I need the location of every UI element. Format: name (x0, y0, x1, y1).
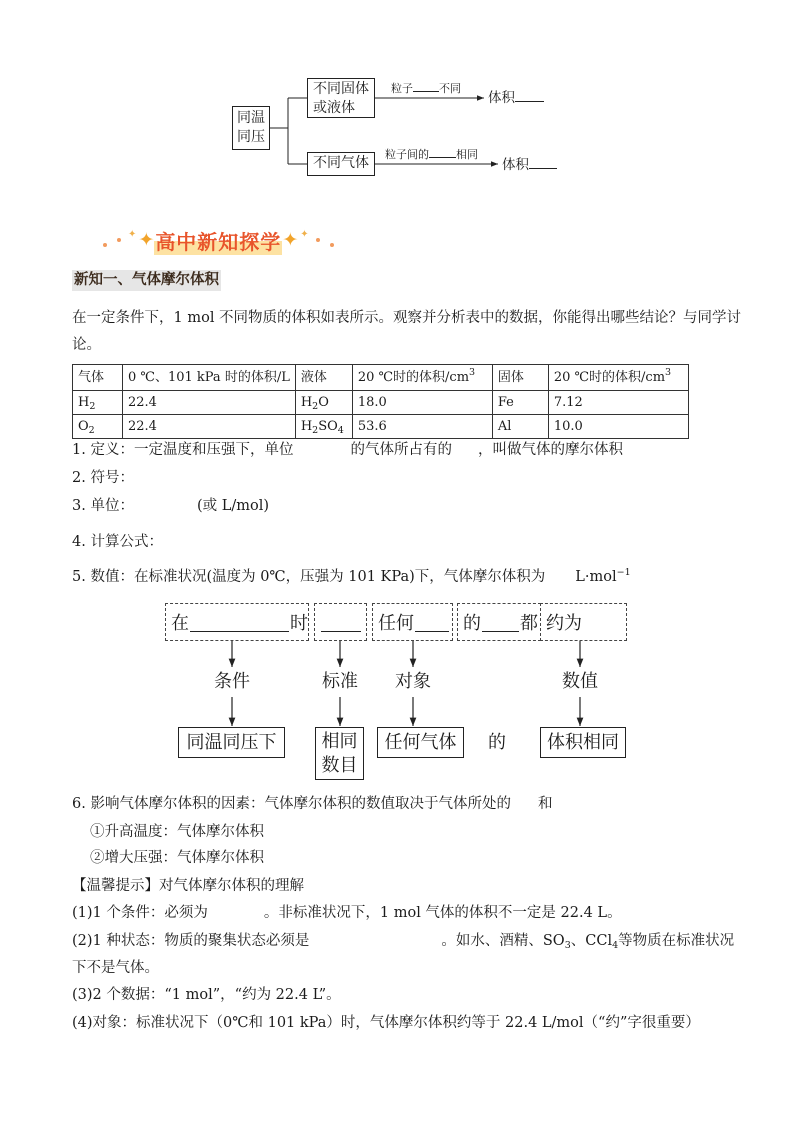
box-text: 体积相同 (547, 731, 619, 753)
box-text: 时 (290, 613, 308, 634)
star-icon (128, 230, 136, 240)
unit-text: L·mol (575, 569, 617, 585)
star-icon (138, 231, 154, 250)
dot-icon (103, 243, 107, 247)
tip-heading: 【温馨提示】对气体摩尔体积的理解 (72, 878, 304, 894)
fill-blank (429, 157, 456, 158)
molar-volume-table (72, 364, 689, 439)
text-segment: 5. 数值：在标准状况(温度为 0℃，压强为 101 KPa)下，气体摩尔体积为 (72, 569, 546, 585)
point-value (72, 568, 631, 586)
formula-part: SO (318, 419, 338, 434)
lower-arrow-label-post: 相同 (456, 148, 478, 161)
fill-blank (529, 168, 557, 169)
superscript: 3 (469, 367, 476, 378)
box-text: 的 (463, 613, 481, 634)
dashed-box-quantity (457, 603, 541, 641)
text-segment: 1. 定义：一定温度和压强下，单位 (72, 442, 294, 458)
cell-liquid (295, 415, 352, 439)
text-segment: (2)1 种状态：物质的聚集状态必须是 (72, 933, 310, 949)
tip-state (72, 932, 734, 950)
box-text: 约为 (546, 613, 582, 634)
point-definition (72, 441, 623, 459)
label-value: 数值 (562, 671, 598, 692)
subscript: 2 (312, 425, 319, 436)
upper-result (488, 90, 544, 106)
upper-box-line: 不同固体 (313, 81, 369, 97)
lower-arrow-label (385, 148, 478, 161)
box-any-gas (377, 727, 464, 758)
cell-gas-volume: 22.4 (123, 415, 296, 439)
subscript: 2 (89, 401, 96, 412)
superscript: 3 (665, 367, 672, 378)
box-same-temp-pressure (178, 727, 285, 758)
fill-blank (190, 612, 289, 632)
root-box-same-temp-pressure (232, 106, 270, 150)
header-gas-volume: 0 ℃、101 kPa 时的体积/L (123, 365, 296, 391)
text-segment: 的气体所占有的 (350, 442, 452, 458)
box-text: 在 (171, 613, 189, 634)
section-banner-title: 高中新知探学 (154, 226, 282, 255)
text-segment: 。非标准状况下，1 mol 气体的体积不一定是 22.4 L。 (263, 905, 622, 921)
box-same-volume (540, 727, 626, 758)
tip-condition (72, 904, 622, 922)
intro-line: 在一定条件下，1 mol 不同物质的体积如表所示。观察并分析表中的数据，你能得出哪些结论？与同学讨 (72, 310, 742, 326)
lower-box-gas (307, 152, 375, 176)
label-standard: 标准 (322, 671, 358, 692)
box-text: 任何气体 (384, 731, 457, 753)
text-segment: 等物质在标准状况 (618, 933, 735, 949)
fill-blank (321, 612, 361, 632)
upper-arrow-label-pre: 粒子 (391, 82, 413, 95)
tip-data: (3)2 个数据：“1 mol”，“约为 22.4 L”。 (72, 987, 341, 1003)
cell-gas (73, 415, 123, 439)
header-gas: 气体 (73, 365, 123, 391)
cell-liquid-volume: 53.6 (352, 415, 492, 439)
cell-liquid-volume: 18.0 (352, 391, 492, 415)
table-row (73, 415, 689, 439)
header-liquid-volume (352, 365, 492, 391)
dashed-box-condition (165, 603, 309, 641)
formula-part: H (300, 395, 313, 410)
upper-arrow-label (391, 82, 461, 95)
text-segment: ，叫做气体的摩尔体积 (477, 442, 623, 458)
subscript: 3 (564, 940, 571, 951)
subscript: 2 (312, 401, 319, 412)
header-solid-volume (548, 365, 688, 391)
text-segment: (1)1 个条件：必须为 (72, 905, 208, 921)
lower-box-text: 不同气体 (313, 155, 369, 171)
box-text: 任何 (378, 613, 414, 634)
cell-solid-volume: 10.0 (548, 415, 688, 439)
lower-result (502, 157, 557, 173)
point-symbol: 2. 符号： (72, 470, 134, 486)
star-icon (282, 231, 298, 250)
box-text: 都 (520, 613, 538, 634)
lower-result-text: 体积 (502, 157, 529, 173)
cell-solid-volume: 7.12 (548, 391, 688, 415)
upper-box-solid-liquid (307, 78, 375, 118)
dashed-box-object (372, 603, 453, 641)
header-text: 20 ℃时的体积/cm (553, 370, 666, 385)
dot-icon (330, 243, 334, 247)
tip-state-continued: 下不是气体。 (72, 960, 159, 976)
intro-line: 论。 (72, 337, 101, 353)
upper-arrow-label-post: 不同 (439, 82, 461, 95)
upper-result-text: 体积 (488, 90, 515, 106)
root-box-line: 同压 (237, 129, 265, 145)
cell-solid: Fe (492, 391, 548, 415)
dot-icon (316, 238, 320, 242)
table-row (73, 391, 689, 415)
upper-box-line: 或液体 (313, 100, 355, 116)
label-condition: 条件 (214, 671, 250, 692)
point-formula: 4. 计算公式： (72, 534, 163, 550)
superscript: −1 (616, 567, 631, 578)
subscript: 2 (88, 425, 95, 436)
dot-icon (117, 238, 121, 242)
box-text: 数目 (321, 754, 358, 776)
text-segment: 6. 影响气体摩尔体积的因素：气体摩尔体积的数值取决于气体所处的 (72, 796, 511, 812)
box-text: 同温同压下 (186, 731, 277, 753)
cell-liquid (295, 391, 352, 415)
formula-part: H (300, 419, 313, 434)
header-solid: 固体 (492, 365, 548, 391)
star-icon (300, 230, 308, 240)
subscript: 4 (337, 425, 344, 436)
point-factors (72, 795, 552, 813)
lower-arrow-label-pre: 粒子间的 (385, 148, 429, 161)
formula-part: O (318, 395, 329, 410)
cell-gas-volume: 22.4 (123, 391, 296, 415)
text-segment: (或 L/mol) (196, 498, 270, 514)
box-same-number (315, 727, 364, 780)
fill-blank (482, 612, 519, 632)
fill-blank (413, 91, 439, 92)
root-box-line: 同温 (237, 110, 265, 126)
text-segment: 和 (537, 796, 553, 812)
cell-gas (73, 391, 123, 415)
formula-part: O (78, 419, 89, 434)
table-header-row (73, 365, 689, 391)
formula-part: H (78, 395, 90, 410)
section-banner (98, 226, 339, 254)
box-text: 相同 (321, 730, 358, 752)
fill-blank (415, 612, 449, 632)
fill-blank (515, 101, 544, 102)
header-liquid: 液体 (295, 365, 352, 391)
subsection-title: 新知一、气体摩尔体积 (72, 270, 221, 291)
factor-pressure: ②增大压强：气体摩尔体积 (90, 850, 264, 866)
dashed-box-standard (314, 603, 367, 641)
tip-object: (4)对象：标准状况下（0℃和 101 kPa）时，气体摩尔体积约等于 22.4 L/mol（“约”字很重要） (72, 1015, 700, 1031)
point-unit (72, 497, 269, 515)
cell-solid: Al (492, 415, 548, 439)
subscript: 4 (612, 940, 619, 951)
label-object: 对象 (395, 671, 431, 692)
text-segment: 、CCl (570, 933, 613, 949)
connector-text: 的 (488, 732, 506, 753)
text-segment: 。如水、酒精、SO (441, 933, 565, 949)
dashed-box-value (540, 603, 627, 641)
text-segment: 3. 单位： (72, 498, 134, 514)
header-text: 20 ℃时的体积/cm (357, 370, 470, 385)
factor-temperature: ①升高温度：气体摩尔体积 (90, 824, 264, 840)
